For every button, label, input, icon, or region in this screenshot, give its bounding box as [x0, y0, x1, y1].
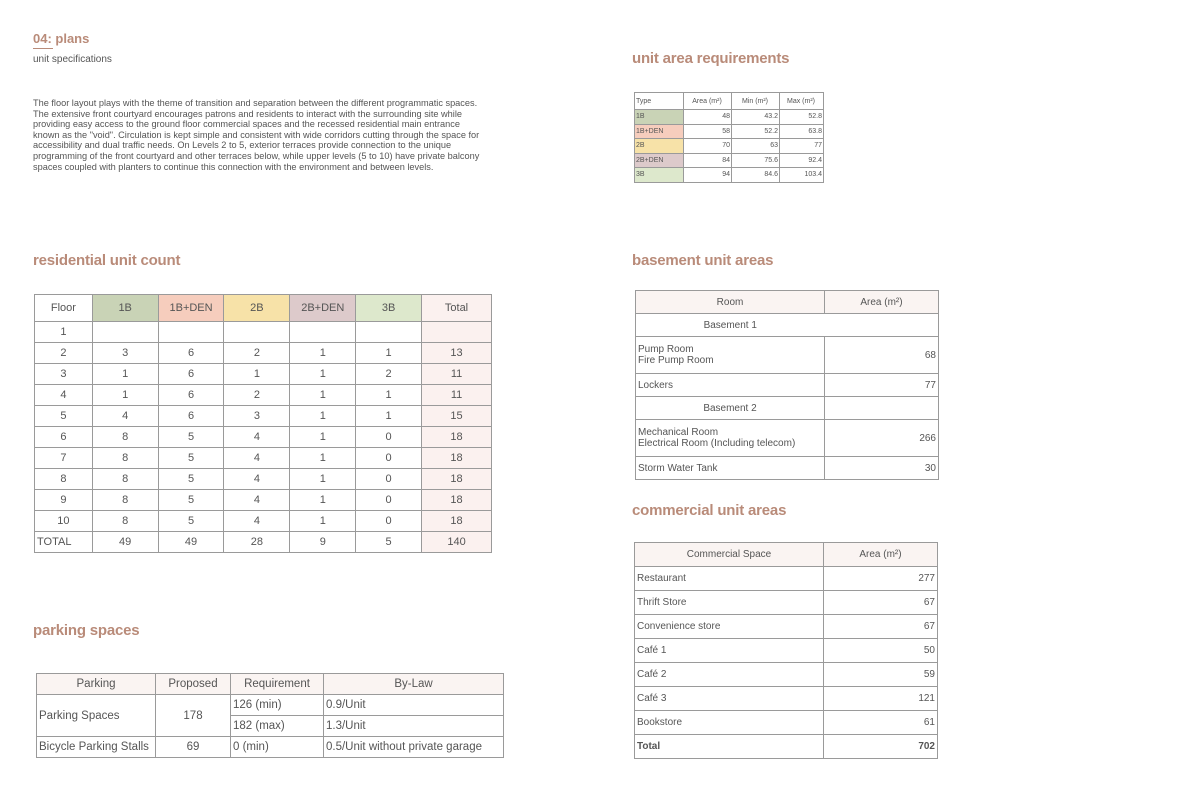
table-row: [636, 337, 939, 374]
floor-cell: 3: [35, 364, 93, 385]
section-header: [33, 31, 112, 65]
count-cell: 1: [290, 511, 356, 532]
count-cell: 0: [356, 427, 422, 448]
table-row: [635, 711, 938, 735]
table-row: [635, 663, 938, 687]
count-cell: 5: [158, 448, 224, 469]
count-cell: 3: [224, 406, 290, 427]
header-parking: Parking: [37, 674, 156, 695]
header-3b: 3B: [356, 295, 422, 322]
count-cell: [224, 322, 290, 343]
table-row: [636, 314, 939, 337]
electrical-room: Electrical Room (Including telecom): [638, 438, 796, 449]
area-value-cell: 48: [684, 110, 732, 125]
commercial-space-cell: Convenience store: [635, 615, 824, 639]
section-subtitle: unit specifications: [33, 54, 112, 65]
table-row: [35, 427, 492, 448]
count-cell: 49: [158, 532, 224, 553]
header-proposed: Proposed: [156, 674, 231, 695]
parking-bylaw-min: 0.9/Unit: [324, 695, 504, 716]
area-value-cell: 52.2: [732, 124, 780, 139]
table-row: [636, 397, 939, 420]
table-row: [635, 591, 938, 615]
count-cell: 5: [158, 511, 224, 532]
unit-type-cell: 2B+DEN: [635, 153, 684, 168]
count-cell: 8: [92, 490, 158, 511]
parking-table: [36, 673, 504, 758]
basement-table: [635, 290, 939, 480]
bike-label: Bicycle Parking Stalls: [37, 737, 156, 758]
table-row: [37, 737, 504, 758]
count-cell: 8: [92, 469, 158, 490]
commercial-space-cell: Thrift Store: [635, 591, 824, 615]
count-cell: 3: [92, 343, 158, 364]
table-row: [37, 695, 504, 716]
table-header-row: [635, 543, 938, 567]
table-row: [636, 457, 939, 480]
count-cell: 5: [158, 490, 224, 511]
floor-cell: 10: [35, 511, 93, 532]
lockers-area: 77: [825, 374, 939, 397]
area-value-cell: 84: [684, 153, 732, 168]
count-cell: 4: [224, 469, 290, 490]
floor-cell: 1: [35, 322, 93, 343]
area-value-cell: 63: [732, 139, 780, 154]
count-cell: 15: [422, 406, 492, 427]
bike-req: 0 (min): [231, 737, 324, 758]
basement-1-empty: [825, 314, 939, 337]
count-cell: 5: [158, 427, 224, 448]
table-row: [35, 406, 492, 427]
table-row: [635, 639, 938, 663]
count-cell: 18: [422, 448, 492, 469]
floor-cell: 4: [35, 385, 93, 406]
section-underline: [33, 48, 53, 49]
table-row: [636, 374, 939, 397]
basement-2-empty: [825, 397, 939, 420]
count-cell: [290, 322, 356, 343]
commercial-area-cell: 67: [824, 615, 938, 639]
fire-pump-room: Fire Pump Room: [638, 355, 714, 366]
table-row: [635, 567, 938, 591]
count-cell: [356, 322, 422, 343]
floor-cell: 8: [35, 469, 93, 490]
parking-req-min: 126 (min): [231, 695, 324, 716]
area-value-cell: 58: [684, 124, 732, 139]
area-value-cell: 92.4: [780, 153, 824, 168]
count-cell: 6: [158, 406, 224, 427]
count-cell: 6: [158, 364, 224, 385]
table-row: [635, 615, 938, 639]
count-cell: 8: [92, 511, 158, 532]
total-row: [635, 735, 938, 759]
floor-cell: 9: [35, 490, 93, 511]
area-value-cell: 43.2: [732, 110, 780, 125]
table-row: [635, 153, 824, 168]
unit-type-cell: 3B: [635, 168, 684, 183]
header-area: Area (m²): [684, 93, 732, 110]
header-min: Min (m²): [732, 93, 780, 110]
count-cell: 4: [224, 490, 290, 511]
table-row: [636, 420, 939, 457]
table-row: [35, 385, 492, 406]
table-header-row: [636, 291, 939, 314]
count-cell: [92, 322, 158, 343]
commercial-area-cell: 67: [824, 591, 938, 615]
basement-1-label: Basement 1: [636, 314, 825, 337]
commercial-total-label: Total: [635, 735, 824, 759]
basement-2-label: Basement 2: [636, 397, 825, 420]
header-floor: Floor: [35, 295, 93, 322]
commercial-space-cell: Café 3: [635, 687, 824, 711]
lockers: Lockers: [636, 374, 825, 397]
area-value-cell: 52.8: [780, 110, 824, 125]
table-row: [35, 322, 492, 343]
parking-spaces-proposed: 178: [156, 695, 231, 737]
count-cell: 1: [224, 364, 290, 385]
commercial-table: [634, 542, 938, 759]
count-cell: 18: [422, 469, 492, 490]
mechanical-area: 266: [825, 420, 939, 457]
intro-paragraph: The floor layout plays with the theme of transition and separation between the different programmatic spaces. The extensive front courtyard encourages patrons and residents to interact with the surrounding site while providing easy access to the ground floor commercial spaces and the recessed residential main entrance known as the "void". Circulation is kept simple and consistent with wide corridors cutting through the space for accessibility and dual traffic needs. On Levels 2 to 5, exterior terraces provide connection to the unique programming of the front courtyard and other terraces below, while upper levels (5 to 10) have private balcony spaces coupled with planters to continue this connection with the environment and between levels.: [33, 98, 480, 172]
count-cell: 5: [158, 469, 224, 490]
header-type: Type: [635, 93, 684, 110]
count-cell: 1: [290, 364, 356, 385]
count-cell: [422, 322, 492, 343]
header-2b: 2B: [224, 295, 290, 322]
count-cell: 18: [422, 427, 492, 448]
count-cell: 28: [224, 532, 290, 553]
count-cell: 1: [356, 343, 422, 364]
count-cell: 1: [290, 385, 356, 406]
count-cell: 1: [290, 406, 356, 427]
header-max: Max (m²): [780, 93, 824, 110]
table-row: [635, 139, 824, 154]
header-1b-den: 1B+DEN: [158, 295, 224, 322]
count-cell: 1: [356, 406, 422, 427]
header-1b: 1B: [92, 295, 158, 322]
pump-area: 68: [825, 337, 939, 374]
count-cell: 2: [356, 364, 422, 385]
count-cell: 1: [92, 385, 158, 406]
count-cell: 9: [290, 532, 356, 553]
header-bylaw: By-Law: [324, 674, 504, 695]
commercial-space-cell: Bookstore: [635, 711, 824, 735]
count-cell: [158, 322, 224, 343]
parking-title: parking spaces: [33, 622, 140, 639]
commercial-title: commercial unit areas: [632, 502, 787, 519]
count-cell: 5: [356, 532, 422, 553]
basement-title: basement unit areas: [632, 252, 774, 269]
commercial-area-cell: 277: [824, 567, 938, 591]
unit-type-cell: 2B: [635, 139, 684, 154]
parking-bylaw-max: 1.3/Unit: [324, 716, 504, 737]
table-row: [635, 110, 824, 125]
pump-room-cell: [636, 337, 825, 374]
count-cell: 4: [92, 406, 158, 427]
table-row: [635, 168, 824, 183]
table-row: [35, 364, 492, 385]
area-value-cell: 70: [684, 139, 732, 154]
count-cell: 11: [422, 385, 492, 406]
floor-cell: TOTAL: [35, 532, 93, 553]
count-cell: 18: [422, 511, 492, 532]
table-row: [35, 511, 492, 532]
header-2b-den: 2B+DEN: [290, 295, 356, 322]
count-cell: 8: [92, 448, 158, 469]
count-cell: 8: [92, 427, 158, 448]
count-cell: 0: [356, 511, 422, 532]
area-value-cell: 94: [684, 168, 732, 183]
count-cell: 18: [422, 490, 492, 511]
area-value-cell: 77: [780, 139, 824, 154]
count-cell: 140: [422, 532, 492, 553]
header-total: Total: [422, 295, 492, 322]
count-cell: 0: [356, 448, 422, 469]
count-cell: 0: [356, 469, 422, 490]
header-area: Area (m²): [825, 291, 939, 314]
commercial-area-cell: 121: [824, 687, 938, 711]
count-cell: 1: [290, 427, 356, 448]
unit-type-cell: 1B+DEN: [635, 124, 684, 139]
parking-spaces-label: Parking Spaces: [37, 695, 156, 737]
pump-room: Pump Room: [638, 344, 694, 355]
commercial-total-value: 702: [824, 735, 938, 759]
count-cell: 13: [422, 343, 492, 364]
storm-area: 30: [825, 457, 939, 480]
table-row: [35, 343, 492, 364]
total-row: [35, 532, 492, 553]
header-commercial-space: Commercial Space: [635, 543, 824, 567]
count-cell: 6: [158, 343, 224, 364]
floor-cell: 6: [35, 427, 93, 448]
count-cell: 1: [290, 490, 356, 511]
area-value-cell: 84.6: [732, 168, 780, 183]
section-number-title: 04: plans: [33, 31, 90, 46]
storm-water-tank: Storm Water Tank: [636, 457, 825, 480]
table-row: [35, 448, 492, 469]
count-cell: 4: [224, 511, 290, 532]
commercial-space-cell: Restaurant: [635, 567, 824, 591]
count-cell: 1: [290, 343, 356, 364]
commercial-area-cell: 50: [824, 639, 938, 663]
unit-area-title: unit area requirements: [632, 50, 790, 67]
commercial-space-cell: Café 2: [635, 663, 824, 687]
residential-title: residential unit count: [33, 252, 181, 269]
parking-req-max: 182 (max): [231, 716, 324, 737]
count-cell: 4: [224, 448, 290, 469]
unit-type-cell: 1B: [635, 110, 684, 125]
count-cell: 0: [356, 490, 422, 511]
count-cell: 49: [92, 532, 158, 553]
area-value-cell: 103.4: [780, 168, 824, 183]
bike-bylaw: 0.5/Unit without private garage: [324, 737, 504, 758]
area-value-cell: 75.6: [732, 153, 780, 168]
mechanical-cell: [636, 420, 825, 457]
header-requirement: Requirement: [231, 674, 324, 695]
count-cell: 1: [290, 469, 356, 490]
count-cell: 11: [422, 364, 492, 385]
count-cell: 6: [158, 385, 224, 406]
table-header-row: [35, 295, 492, 322]
header-area: Area (m²): [824, 543, 938, 567]
count-cell: 2: [224, 343, 290, 364]
table-row: [35, 490, 492, 511]
count-cell: 1: [356, 385, 422, 406]
header-room: Room: [636, 291, 825, 314]
residential-table: [34, 294, 492, 553]
count-cell: 1: [290, 448, 356, 469]
count-cell: 4: [224, 427, 290, 448]
count-cell: 1: [92, 364, 158, 385]
bike-proposed: 69: [156, 737, 231, 758]
floor-cell: 2: [35, 343, 93, 364]
commercial-space-cell: Café 1: [635, 639, 824, 663]
table-row: [35, 469, 492, 490]
area-value-cell: 63.8: [780, 124, 824, 139]
table-header-row: [635, 93, 824, 110]
floor-cell: 5: [35, 406, 93, 427]
mechanical-room: Mechanical Room: [638, 427, 719, 438]
count-cell: 2: [224, 385, 290, 406]
table-header-row: [37, 674, 504, 695]
unit-area-table: [634, 92, 824, 183]
table-row: [635, 124, 824, 139]
commercial-area-cell: 61: [824, 711, 938, 735]
commercial-area-cell: 59: [824, 663, 938, 687]
table-row: [635, 687, 938, 711]
floor-cell: 7: [35, 448, 93, 469]
